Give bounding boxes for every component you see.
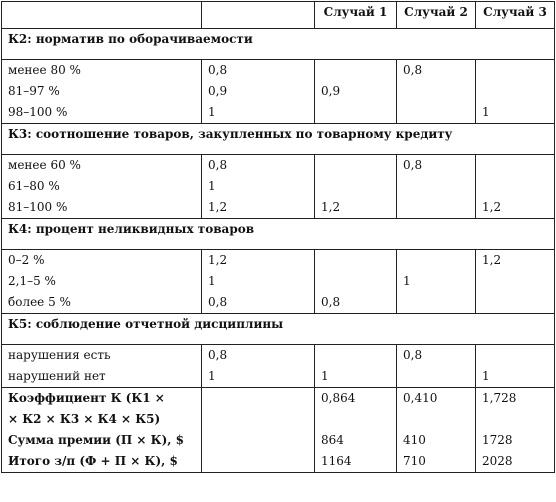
case3-values-k4 xyxy=(476,250,555,314)
coef-value: 1 xyxy=(208,274,216,288)
bonus-value: 864 xyxy=(321,433,344,447)
case-value: 1 xyxy=(403,274,411,288)
case2-values-k4 xyxy=(397,250,476,314)
criteria-label: более 5 % xyxy=(8,295,71,309)
summary-case2 xyxy=(397,388,476,473)
header-case-2: Случай 2 xyxy=(397,2,476,29)
coef-value: 0,8 xyxy=(208,63,228,77)
criteria-label: 2,1–5 % xyxy=(8,274,56,288)
case-value: 0,8 xyxy=(321,295,341,309)
case-value xyxy=(482,155,548,176)
case2-values-k3 xyxy=(397,155,476,219)
case-value xyxy=(482,81,548,102)
case-value xyxy=(321,155,390,176)
coef-values-k5 xyxy=(202,345,315,388)
case1-values-k4 xyxy=(315,250,397,314)
case-value: 1 xyxy=(321,369,329,383)
section-title-row xyxy=(2,29,555,60)
criteria-label: менее 80 % xyxy=(8,63,81,77)
bonus-label: Сумма премии (П × К), $ xyxy=(8,433,184,447)
case-value xyxy=(403,292,469,313)
criteria-label: 81–100 % xyxy=(8,200,68,214)
section-title-k5: К5: соблюдение отчетной дисциплины xyxy=(2,314,555,345)
case-value: 1 xyxy=(482,369,490,383)
criteria-label: нарушений нет xyxy=(8,369,106,383)
case-value xyxy=(321,60,390,81)
coef-total-label-line2: × К2 × К3 × К4 × К5) xyxy=(8,412,161,426)
case-value: 0,8 xyxy=(403,348,423,362)
criteria-label: 81–97 % xyxy=(8,84,60,98)
case1-values-k3 xyxy=(315,155,397,219)
case-value: 1,2 xyxy=(321,200,341,214)
section-data-row xyxy=(2,250,555,314)
criteria-labels-k3 xyxy=(2,155,202,219)
summary-case3 xyxy=(476,388,555,473)
case-value xyxy=(403,366,469,387)
case3-values-k5 xyxy=(476,345,555,388)
case-value xyxy=(482,345,548,366)
bonus-value: 410 xyxy=(403,433,426,447)
coef-value: 1 xyxy=(208,179,216,193)
case2-values-k2 xyxy=(397,60,476,124)
section-title-row xyxy=(2,314,555,345)
total-salary-label: Итого з/п (Ф + П × К), $ xyxy=(8,454,178,468)
case-value: 0,9 xyxy=(321,84,341,98)
case-value xyxy=(321,102,390,123)
case-value xyxy=(482,271,548,292)
case-value xyxy=(403,197,469,218)
coef-total-value: 0,410 xyxy=(403,391,438,405)
coef-total-value: 1,728 xyxy=(482,391,517,405)
coef-total-label-line1: Коэффициент К (К1 × xyxy=(8,391,165,405)
case-value xyxy=(482,292,548,313)
coef-value: 1 xyxy=(208,369,216,383)
summary-case1 xyxy=(315,388,397,473)
case-value xyxy=(482,176,548,197)
header-row xyxy=(2,2,555,29)
coef-value: 0,8 xyxy=(208,158,228,172)
coef-value: 0,8 xyxy=(208,348,228,362)
case-value xyxy=(403,176,469,197)
coef-value: 1,2 xyxy=(208,253,228,267)
section-title-k3: К3: соотношение товаров, закупленных по товарному кредиту xyxy=(2,124,555,155)
case-value xyxy=(403,102,469,123)
case-value: 1,2 xyxy=(482,200,502,214)
criteria-label: 98–100 % xyxy=(8,105,68,119)
case-value xyxy=(403,81,469,102)
case3-values-k3 xyxy=(476,155,555,219)
criteria-label: 61–80 % xyxy=(8,179,60,193)
case1-values-k5 xyxy=(315,345,397,388)
case-value xyxy=(482,60,548,81)
total-salary-value: 2028 xyxy=(482,454,513,468)
case-value: 0,8 xyxy=(403,63,423,77)
criteria-labels-k2 xyxy=(2,60,202,124)
case-value xyxy=(403,250,469,271)
case-value xyxy=(321,250,390,271)
criteria-label: 0–2 % xyxy=(8,253,45,267)
case-value xyxy=(321,271,390,292)
total-salary-value: 1164 xyxy=(321,454,352,468)
criteria-label: менее 60 % xyxy=(8,158,81,172)
coef-values-k2 xyxy=(202,60,315,124)
coef-values-k3 xyxy=(202,155,315,219)
case-value: 1 xyxy=(482,105,490,119)
section-data-row xyxy=(2,345,555,388)
case-value xyxy=(321,176,390,197)
coef-value: 1 xyxy=(208,105,216,119)
section-title-k4: К4: процент неликвидных товаров xyxy=(2,219,555,250)
header-case-1: Случай 1 xyxy=(315,2,397,29)
header-case-3: Случай 3 xyxy=(476,2,555,29)
criteria-labels-k4 xyxy=(2,250,202,314)
header-cell-label xyxy=(2,2,202,29)
summary-empty xyxy=(202,388,315,473)
coef-values-k4 xyxy=(202,250,315,314)
case1-values-k2 xyxy=(315,60,397,124)
total-salary-value: 710 xyxy=(403,454,426,468)
section-data-row xyxy=(2,60,555,124)
coef-value: 0,8 xyxy=(208,295,228,309)
section-title-row xyxy=(2,124,555,155)
section-title-row xyxy=(2,219,555,250)
coefficient-table xyxy=(1,1,555,473)
case-value: 0,8 xyxy=(403,158,423,172)
criteria-label: нарушения есть xyxy=(8,348,111,362)
case2-values-k5 xyxy=(397,345,476,388)
bonus-value: 1728 xyxy=(482,433,513,447)
coef-value: 1,2 xyxy=(208,200,228,214)
header-cell-value xyxy=(202,2,315,29)
coef-value: 0,9 xyxy=(208,84,228,98)
criteria-labels-k5 xyxy=(2,345,202,388)
coef-total-value: 0,864 xyxy=(321,391,356,405)
case-value: 1,2 xyxy=(482,253,502,267)
section-title-k2: К2: норматив по оборачиваемости xyxy=(2,29,555,60)
case-value xyxy=(321,345,390,366)
case3-values-k2 xyxy=(476,60,555,124)
section-data-row xyxy=(2,155,555,219)
summary-row xyxy=(2,388,555,473)
summary-labels xyxy=(2,388,202,473)
